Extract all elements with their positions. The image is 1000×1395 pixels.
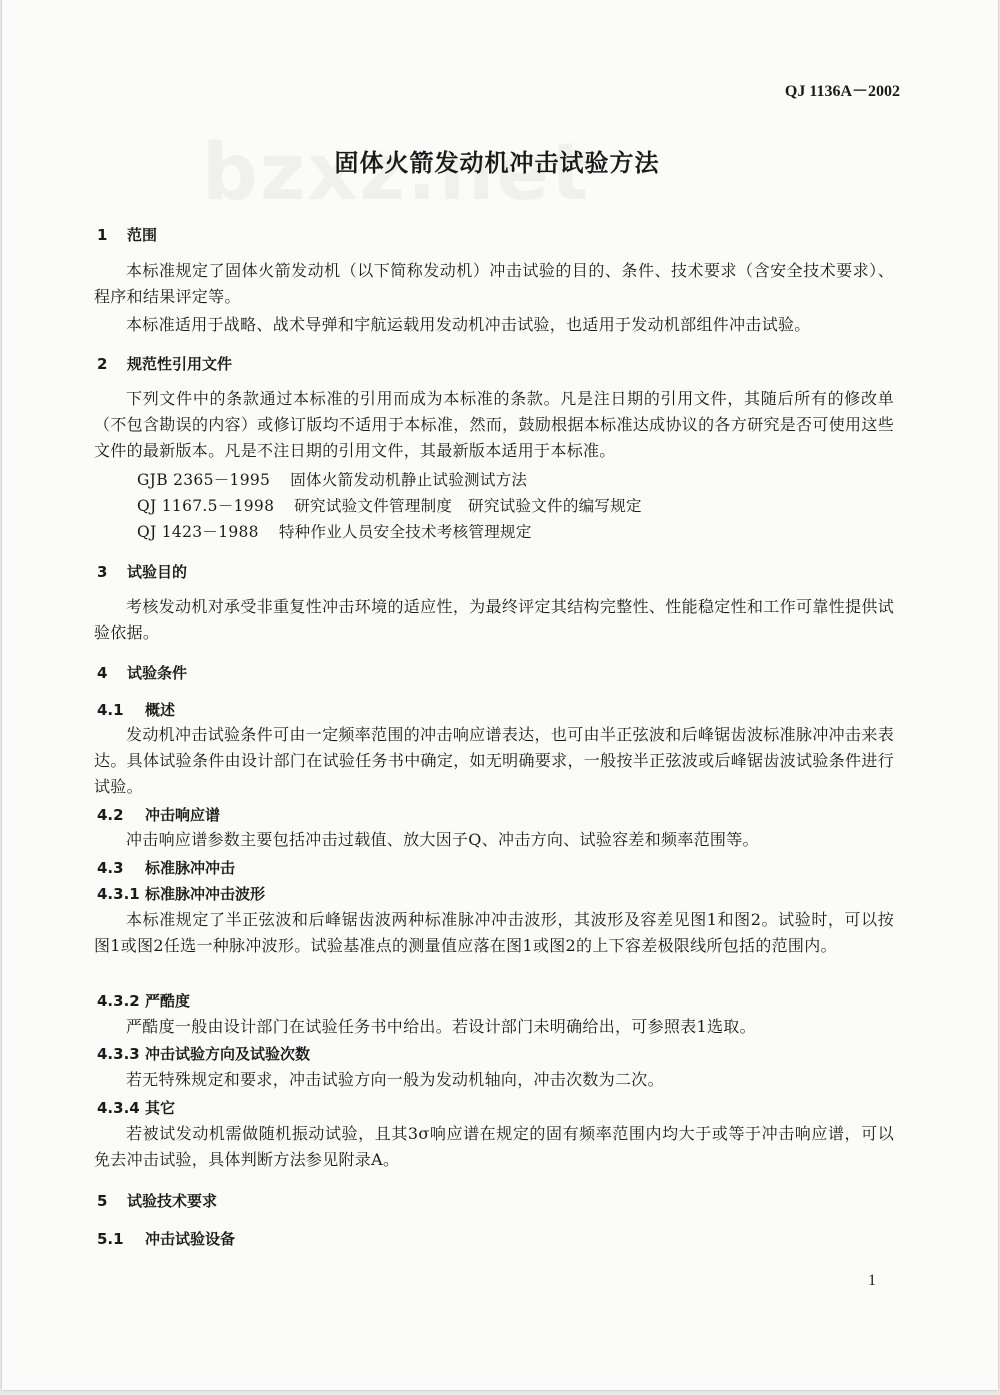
section-number: 4.3.1 — [97, 885, 140, 903]
section-title: 标准脉冲冲击波形 — [145, 885, 266, 903]
reference-code: GJB 2365－1995 — [137, 471, 271, 489]
section-number: 4.2 — [97, 806, 124, 824]
reference-title: 研究试验文件管理制度 研究试验文件的编写规定 — [294, 497, 642, 515]
section-number: 1 — [97, 226, 108, 244]
section-number: 5 — [97, 1192, 108, 1210]
paragraph: 发动机冲击试验条件可由一定频率范围的冲击响应谱表达，也可由半正弦波和后峰锯齿波标准脉冲冲击来表达。具体试验条件由设计部门在试验任务书中确定，如无明确要求，一般按半正弦波或后峰锯齿波试验条件进行试验。 — [94, 725, 894, 796]
section-number: 4.1 — [97, 701, 124, 719]
paragraph: 若被试发动机需做随机振动试验，且其3σ响应谱在规定的固有频率范围内均大于或等于冲击响应谱，可以免去冲击试验，具体判断方法参见附录A。 — [94, 1124, 894, 1169]
paragraph: 本标准适用于战略、战术导弹和宇航运载用发动机冲击试验，也适用于发动机部组件冲击试验。 — [126, 315, 811, 334]
section-title: 冲击响应谱 — [145, 806, 221, 824]
reference-title: 特种作业人员安全技术考核管理规定 — [278, 523, 532, 541]
section-heading-1 — [97, 224, 157, 245]
section-heading-5-1 — [97, 1228, 235, 1249]
paragraph: 下列文件中的条款通过本标准的引用而成为本标准的条款。凡是注日期的引用文件，其随后所有的修改单（不包含勘误的内容）或修订版均不适用于本标准，然而，鼓励根据本标准达成协议的各方研究是否可使用这些文件的最新版本。凡是不注日期的引用文件，其最新版本适用于本标准。 — [94, 389, 894, 460]
paragraph: 本标准规定了半正弦波和后峰锯齿波两种标准脉冲冲击波形，其波形及容差见图1和图2。试验时，可以按图1或图2任选一种脉冲波形。试验基准点的测量值应落在图1或图2的上下容差极限线所包括的范围内。 — [94, 910, 894, 955]
section-number: 4.3.4 — [97, 1099, 140, 1117]
section-number: 2 — [97, 355, 108, 373]
section-title: 试验条件 — [127, 664, 188, 682]
section-heading-4-3-4 — [97, 1097, 175, 1118]
standard-number: QJ 1136A－2002 — [784, 83, 900, 100]
section-title: 规范性引用文件 — [127, 355, 233, 373]
document-page — [2, 0, 998, 1390]
section-heading-4-3-1 — [97, 883, 265, 904]
reference-item — [137, 494, 642, 516]
paragraph: 若无特殊规定和要求，冲击试验方向一般为发动机轴向，冲击次数为二次。 — [126, 1070, 664, 1089]
section-heading-4-2 — [97, 804, 220, 825]
section-heading-4-1 — [97, 699, 175, 720]
section-number: 3 — [97, 563, 108, 581]
reference-code: QJ 1423－1988 — [137, 523, 259, 541]
paragraph: 考核发动机对承受非重复性冲击环境的适应性，为最终评定其结构完整性、性能稳定性和工作可靠性提供试验依据。 — [94, 597, 894, 642]
document-title: 固体火箭发动机冲击试验方法 — [334, 149, 660, 177]
section-number: 4 — [97, 664, 108, 682]
section-heading-4-3-2 — [97, 990, 190, 1011]
paragraph: 本标准规定了固体火箭发动机（以下简称发动机）冲击试验的目的、条件、技术要求（含安全技术要求）、程序和结果评定等。 — [94, 261, 894, 306]
section-heading-2 — [97, 353, 232, 374]
reference-title: 固体火箭发动机静止试验测试方法 — [290, 471, 528, 489]
section-title: 标准脉冲冲击 — [145, 859, 236, 877]
paragraph: 严酷度一般由设计部门在试验任务书中给出。若设计部门未明确给出，可参照表1选取。 — [126, 1017, 756, 1036]
section-number: 4.3 — [97, 859, 124, 877]
section-title: 范围 — [127, 226, 158, 244]
paragraph: 冲击响应谱参数主要包括冲击过载值、放大因子Q、冲击方向、试验容差和频率范围等。 — [126, 830, 759, 849]
section-title: 试验技术要求 — [127, 1192, 218, 1210]
reference-item — [137, 520, 532, 542]
section-title: 其它 — [145, 1099, 176, 1117]
section-heading-4 — [97, 662, 187, 683]
section-number: 5.1 — [97, 1230, 124, 1248]
reference-code: QJ 1167.5－1998 — [137, 497, 275, 515]
section-title: 严酷度 — [145, 992, 191, 1010]
section-heading-4-3-3 — [97, 1043, 310, 1064]
section-heading-4-3 — [97, 857, 235, 878]
section-number: 4.3.3 — [97, 1045, 140, 1063]
section-number: 4.3.2 — [97, 992, 140, 1010]
section-title: 试验目的 — [127, 563, 188, 581]
page-number: 1 — [868, 1272, 876, 1289]
section-title: 冲击试验设备 — [145, 1230, 236, 1248]
section-title: 冲击试验方向及试验次数 — [145, 1045, 311, 1063]
section-heading-3 — [97, 561, 187, 582]
reference-item — [137, 468, 527, 490]
section-title: 概述 — [145, 701, 176, 719]
section-heading-5 — [97, 1190, 217, 1211]
